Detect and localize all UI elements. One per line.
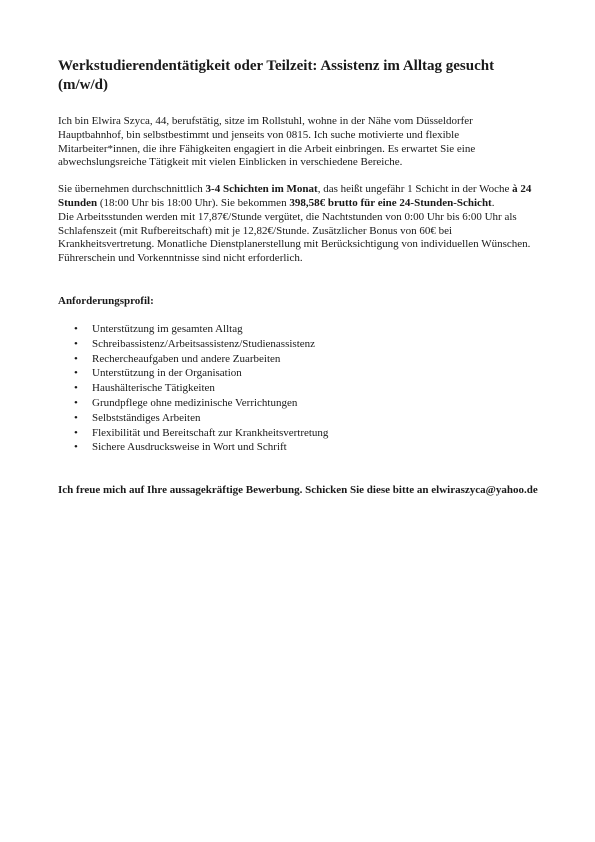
shifts-text-1: Sie übernehmen durchschnittlich bbox=[58, 183, 206, 196]
spacer bbox=[58, 455, 540, 483]
list-item bbox=[58, 440, 540, 455]
license-paragraph: Führerschein und Vorkenntnisse sind nicht erforderlich. bbox=[58, 252, 303, 265]
bullet-icon: • bbox=[74, 396, 78, 409]
spacer bbox=[58, 170, 540, 183]
shift-salary: 398,58€ brutto für eine 24-Stunden-Schicht bbox=[289, 196, 492, 209]
list-item-text: Rechercheaufgaben und andere Zuarbeiten bbox=[92, 352, 281, 365]
requirements-list bbox=[58, 322, 540, 455]
bullet-icon: • bbox=[74, 367, 78, 380]
intro-paragraph: Ich bin Elwira Szyca, 44, berufstätig, sitze im Rollstuhl, wohne in der Nähe vom Düsseldorfer Hauptbahnhof, bin selbstbestimmt und jenseits von 0815. Ich suche motivierte und flexible Mitarbeiter*innen, die ihre Fähigkeiten engagiert in die Arbeit einbringen. Es erwartet Sie eine abwechslungsreiche Tätigkeit mit vielen Einblicken in verschiedene Bereiche. bbox=[58, 115, 476, 169]
bullet-icon: • bbox=[74, 382, 78, 395]
list-item bbox=[58, 381, 540, 396]
list-item bbox=[58, 322, 540, 337]
list-item-text: Selbstständiges Arbeiten bbox=[92, 411, 201, 424]
list-item bbox=[58, 337, 540, 352]
bullet-icon: • bbox=[74, 322, 78, 335]
list-item bbox=[58, 396, 540, 411]
bullet-icon: • bbox=[74, 426, 78, 439]
shift-duration: à 24 Stunden bbox=[58, 183, 532, 209]
bullet-icon: • bbox=[74, 337, 78, 350]
list-item bbox=[58, 411, 540, 426]
bullet-icon: • bbox=[74, 441, 78, 454]
list-item-text: Schreibassistenz/Arbeitsassistenz/Studienassistenz bbox=[92, 337, 316, 350]
shifts-text-3: (18:00 Uhr bis 18:00 Uhr). Sie bekommen bbox=[97, 196, 290, 209]
list-item-text: Haushälterische Tätigkeiten bbox=[92, 382, 215, 395]
list-item-text: Grundpflege ohne medizinische Verrichtungen bbox=[92, 396, 298, 409]
shifts-paragraph bbox=[58, 183, 540, 211]
list-item bbox=[58, 352, 540, 367]
bullet-icon: • bbox=[74, 411, 78, 424]
shifts-count: 3-4 Schichten im Monat bbox=[205, 183, 318, 196]
requirements-heading: Anforderungsprofil: bbox=[58, 294, 154, 307]
pay-paragraph: Die Arbeitsstunden werden mit 17,87€/Stunde vergütet, die Nachtstunden von 0:00 Uhr bis 6:00 Uhr als Schlafenszeit (mit Rufbereitschaft) mit je 12,82€/Stunde. Zusätzlicher Bonus von 60€ bei Krankheitsvertretung. Monatliche Dienstplanerstellung mit Berücksichtigung von individuellen Wünschen. bbox=[58, 210, 531, 251]
shifts-text-2: , das heißt ungefähr 1 Schicht in der Woche bbox=[317, 183, 513, 196]
list-item-text: Sichere Ausdrucksweise in Wort und Schrift bbox=[92, 441, 287, 454]
document-page bbox=[58, 57, 540, 497]
shifts-text-4: . bbox=[491, 196, 495, 209]
list-item-text: Unterstützung in der Organisation bbox=[92, 367, 242, 380]
list-item-text: Unterstützung im gesamten Alltag bbox=[92, 322, 243, 335]
bullet-icon: • bbox=[74, 352, 78, 365]
closing-paragraph: Ich freue mich auf Ihre aussagekräftige Bewerbung. Schicken Sie diese bitte an elwiraszyca@yahoo.de bbox=[58, 484, 538, 497]
spacer bbox=[58, 266, 540, 294]
document-title: Werkstudierendentätigkeit oder Teilzeit: Assistenz im Alltag gesucht (m/w/d) bbox=[58, 58, 495, 93]
list-item bbox=[58, 426, 540, 441]
list-item-text: Flexibilität und Bereitschaft zur Krankheitsvertretung bbox=[92, 426, 329, 439]
list-item bbox=[58, 366, 540, 381]
